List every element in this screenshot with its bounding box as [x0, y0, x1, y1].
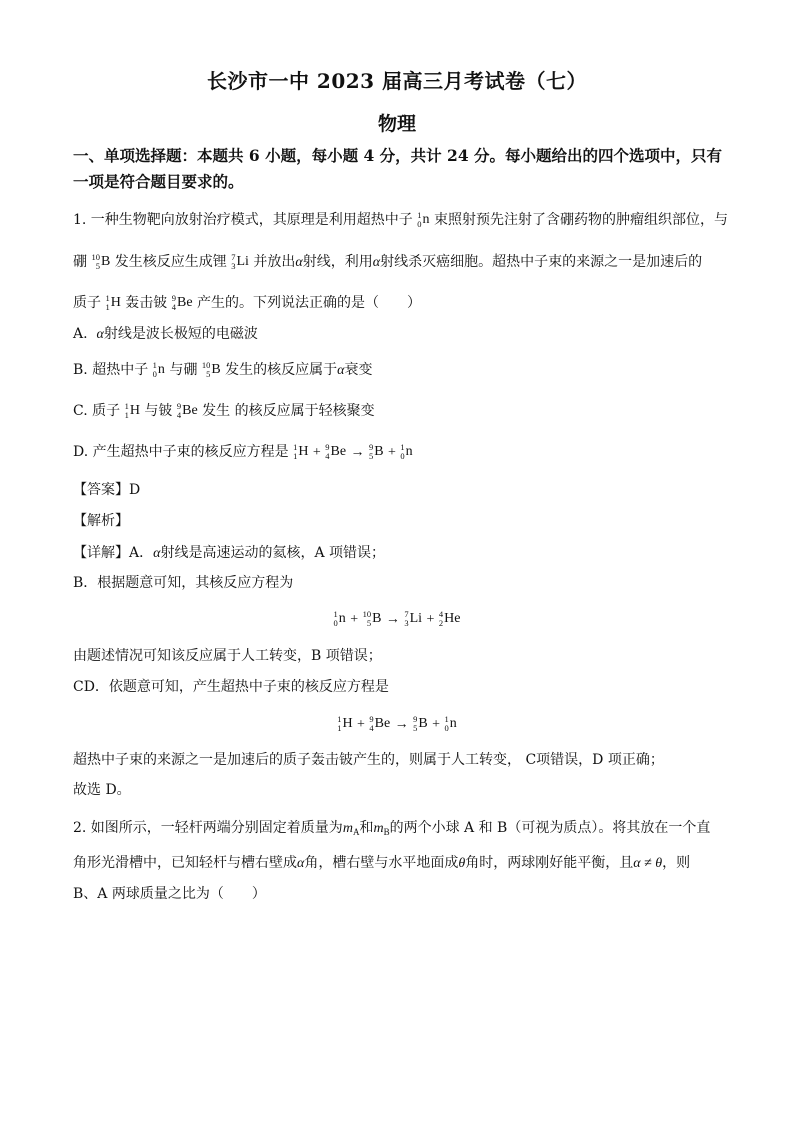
q1-option-c[interactable]: C. 质子 1 1 H 与铍 9 4 Be 发生 的核反应属于轻核聚变	[73, 401, 375, 420]
beryllium-nuclide: 9 4 Be	[171, 293, 193, 312]
detail-line4: CD．依题意可知，产生超热中子束的核反应方程是	[73, 679, 389, 695]
mass-a: $m_A$	[342, 821, 360, 837]
q2-line1: 2. 如图所示，一轻杆两端分别固定着质量为$m_A$和$m_B$的两个小球 A 和 B（可视为质点）。将其放在一个直	[73, 820, 711, 837]
section-heading-line1: 一、单项选择题：本题共 6 小题，每小题 4 分，共计 24 分。每小题给出的四个选项中，只有	[73, 146, 723, 165]
boron-nuclide: 10 5 B	[91, 252, 111, 271]
analysis-label: 【解析】	[73, 513, 129, 529]
q1-line1	[73, 210, 728, 230]
answer-line	[73, 480, 140, 500]
equation-2: 1 1 H + 9 4 Be → 9 5 B + 1 0 n	[337, 714, 457, 733]
alpha-symbol: α	[295, 255, 303, 271]
q1-line3: 质子 1 1 H 轰击铍 9 4 Be 产生的。下列说法正确的是（ ）	[73, 293, 421, 312]
q1-option-a[interactable]: A. α射线是波长极短的电磁波	[73, 326, 258, 342]
equation-1: 1 0 n + 10 5 B → 7 3 Li + 4 2 He	[333, 609, 461, 628]
section-heading-line2: 一项是符合题目要求的。	[73, 172, 244, 191]
alpha-symbol: α	[372, 255, 381, 271]
detail-line2: B．根据题意可知，其核反应方程为	[73, 575, 294, 591]
exam-title: 长沙市一中 2023 届高三月考试卷（七）	[206, 69, 588, 93]
q1-line2: 硼 10 5 B 发生核反应生成锂 7 3 Li 并放出α射线，利用α射线杀灭癌细胞。超热中子束的来源之一是加速后的	[73, 252, 703, 271]
detail-line5: 超热中子束的来源之一是加速后的质子轰击铍产生的，则属于人工转变， C项错误，D 项正确；	[73, 752, 664, 768]
lithium-nuclide: 7 3 Li	[231, 252, 249, 271]
proton-nuclide: 1 1 H	[105, 293, 121, 312]
q1-text: 束照射预先注射了含硼药物的肿瘤组织部位，与	[433, 212, 728, 229]
neutron-nuclide: 1 0 n	[417, 210, 430, 229]
answer-value: D	[129, 482, 141, 498]
q1-option-b[interactable]: B. 超热中子 1 0 n 与硼 10 5 B 发生的核反应属于α衰变	[73, 360, 373, 379]
alpha-neq-theta: α ≠ θ	[633, 856, 663, 871]
detail-line1: 【详解】A．α射线是高速运动的氦核，A 项错误；	[73, 545, 386, 561]
q2-line3: B、A 两球质量之比为（ ）	[73, 886, 266, 902]
detail-line3: 由题述情况可知该反应属于人工转变，B 项错误；	[73, 648, 382, 664]
answer-label: 【答案】	[73, 482, 129, 498]
subject-title: 物理	[377, 113, 416, 135]
q1-option-d[interactable]: D. 产生超热中子束的核反应方程是 1 1 H + 9 4 Be → 9 5 B + 1 0 n	[73, 442, 413, 461]
mass-b: $m_B$	[373, 821, 390, 837]
detail-line6: 故选 D。	[73, 782, 131, 798]
q2-line2: 角形光滑槽中，已知轻杆与槽右壁成α角，槽右壁与水平地面成θ角时，两球刚好能平衡，且α ≠ θ，则	[73, 855, 691, 871]
q1-text: 1. 一种生物靶向放射治疗模式，其原理是利用超热中子	[73, 212, 413, 229]
